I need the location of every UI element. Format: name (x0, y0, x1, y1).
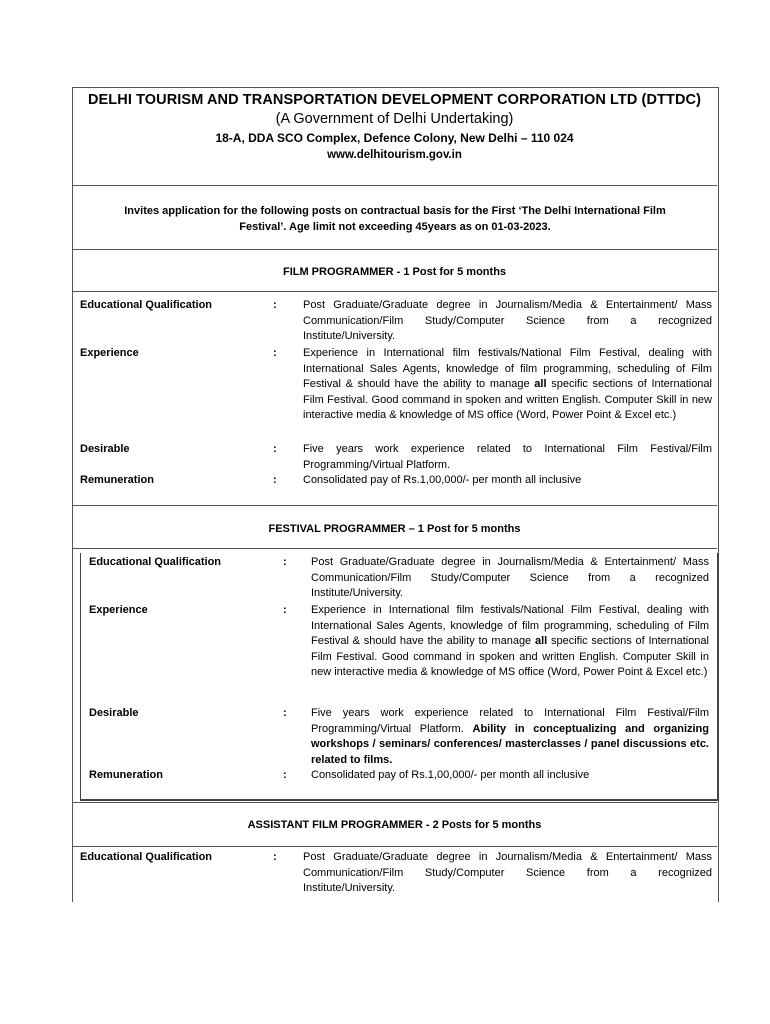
label-remuneration: Remuneration (80, 474, 154, 486)
label-desirable: Desirable (80, 443, 130, 455)
value-remuneration: Consolidated pay of Rs.1,00,000/- per month all inclusive (303, 474, 582, 486)
divider (72, 846, 717, 847)
section-title-assistant-film-programmer: ASSISTANT FILM PROGRAMMER - 2 Posts for 5 months (247, 819, 542, 831)
value-desirable: Five years work experience related to International Film Festival/Film Programming/Virtual Platform. Ability in conceptualizing and organizing workshops / seminars/ conferences/ masterclasses / panel discussions etc. related to films. (311, 707, 709, 766)
divider (72, 185, 717, 186)
invitation-line: Invites application for the following posts on contractual basis for the First ‘The Delhi International Film (124, 205, 666, 217)
colon: : (283, 556, 287, 568)
divider (72, 249, 717, 250)
colon: : (273, 851, 277, 863)
label-experience: Experience (80, 347, 139, 359)
value-experience: Experience in International film festivals/National Film Festival, dealing with International Sales Agents, knowledge of film programming, scheduling of Film Festival & should have the ability to manage all specific sections of International Film Festival. Good command in spoken and written English. Computer Skill in new interactive media & knowledge of MS office (Word, Power Point & Excel etc.) (303, 347, 712, 422)
colon: : (273, 443, 277, 455)
label-educational-qualification: Educational Qualification (80, 299, 213, 311)
divider (72, 505, 717, 506)
colon: : (283, 707, 287, 719)
value-experience: Experience in International film festivals/National Film Festival, dealing with International Sales Agents, knowledge of film programming, scheduling of Film Festival & should have the ability to manage all specific sections of International Film Festival. Good command in spoken and written English. Computer Skill in new interactive media & knowledge of MS office (Word, Power Point & Excel etc.) (311, 604, 709, 679)
label-desirable: Desirable (89, 707, 139, 719)
section-title-festival-programmer: FESTIVAL PROGRAMMER – 1 Post for 5 months (268, 523, 521, 535)
divider (72, 548, 717, 549)
value-desirable: Five years work experience related to International Film Festival/Film Programming/Virtual Platform. (303, 443, 712, 471)
colon: : (283, 769, 287, 781)
org-subtitle: (A Government of Delhi Undertaking) (275, 111, 514, 127)
org-title: DELHI TOURISM AND TRANSPORTATION DEVELOPMENT CORPORATION LTD (DTTDC) (87, 92, 702, 108)
colon: : (283, 604, 287, 616)
invitation-line: Festival’. Age limit not exceeding 45years as on 01-03-2023. (239, 221, 551, 233)
divider (72, 802, 717, 803)
colon: : (273, 347, 277, 359)
section-title-film-programmer: FILM PROGRAMMER - 1 Post for 5 months (282, 266, 507, 278)
org-address: 18-A, DDA SCO Complex, Defence Colony, New Delhi – 110 024 (215, 131, 574, 145)
value-remuneration: Consolidated pay of Rs.1,00,000/- per month all inclusive (311, 769, 590, 781)
label-experience: Experience (89, 604, 148, 616)
divider (72, 291, 717, 292)
value-educational-qualification: Post Graduate/Graduate degree in Journalism/Media & Entertainment/ Mass Communication/Film Study/Computer Science from a recognized Institute/University. (303, 851, 712, 895)
colon: : (273, 299, 277, 311)
label-educational-qualification: Educational Qualification (89, 556, 222, 568)
website-link[interactable]: www.delhitourism.gov.in (327, 149, 462, 161)
value-educational-qualification: Post Graduate/Graduate degree in Journalism/Media & Entertainment/ Mass Communication/Film Study/Computer Science from a recognized Institute/University. (303, 299, 712, 343)
invitation-text (80, 203, 710, 235)
colon: : (273, 474, 277, 486)
value-educational-qualification: Post Graduate/Graduate degree in Journalism/Media & Entertainment/ Mass Communication/Film Study/Computer Science from a recognized Institute/University. (311, 556, 709, 600)
label-educational-qualification: Educational Qualification (80, 851, 213, 863)
label-remuneration: Remuneration (89, 769, 163, 781)
